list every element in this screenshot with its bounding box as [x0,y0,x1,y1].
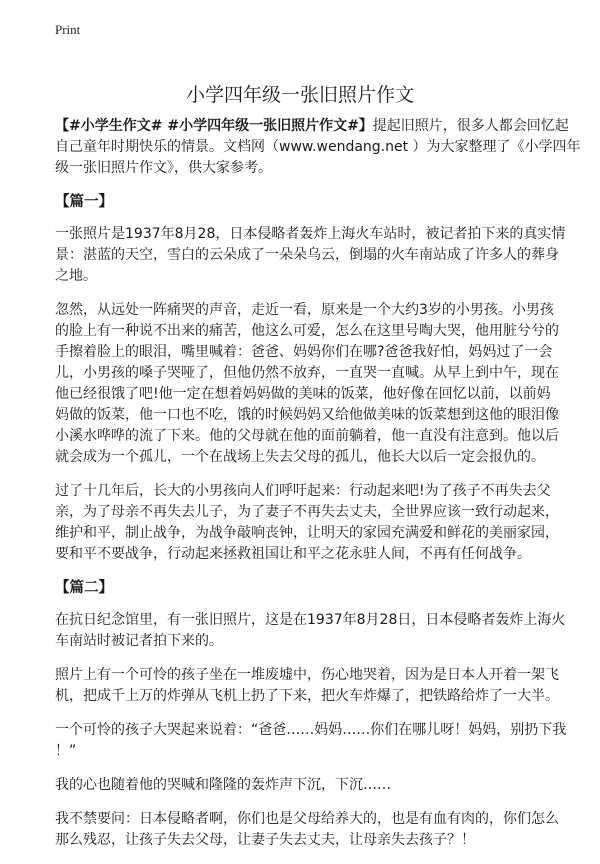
paragraph-line: 儿，小男孩的嗓子哭哑了，但他仍然不放弃，一直哭一直喊。从早上到中午，现在 [55,365,559,381]
intro-line [55,116,585,137]
sections [55,192,585,851]
paragraph [55,720,585,762]
paragraph-line: 我的心也随着他的哭喊和隆隆的轰炸声下沉，下沉…… [55,777,391,793]
paragraph-line: 要和平不要战争，行动起来拯救祖国让和平之花永驻人间，不再有任何战争。 [55,546,531,562]
section-heading: 【篇二】 [55,580,113,596]
paragraph-line: 一张照片是1937年8月28，日本侵略者轰炸上海火车站时，被记者拍下来的真实情 [55,226,566,242]
paragraph-line: 机，把成千上万的炸弹从飞机上扔了下来，把火车炸爆了，把铁路给炸了一大半。 [55,688,559,704]
intro-text: 提起旧照片，很多人都会回忆起 [372,118,569,134]
page-title: 小学四年级一张旧照片作文 [185,84,414,106]
paragraph-line: 过了十几年后，长大的小男孩向人们呼吁起来：行动起来吧!为了孩子不再失去父 [55,483,551,499]
paragraph-line: 我不禁要问：日本侵略者啊，你们也是父母给养大的，也是有血有肉的，你们怎么 [55,811,559,827]
paragraph-line: 忽然，从远处一阵痛哭的声音，走近一看，原来是一个大约3岁的小男孩。小男孩 [55,302,554,318]
article-tags: 【#小学生作文# #小学四年级一张旧照片作文#】 [55,118,373,134]
paragraph [55,481,585,565]
paragraph-line: 车南站时被记者拍下来的。 [55,633,223,649]
paragraph [55,610,585,652]
paragraph-line: 景：湛蓝的天空，雪白的云朵成了一朵朵乌云，倒塌的火车南站成了许多人的葬身 [55,247,559,263]
print-link[interactable]: Print [55,22,81,37]
paragraph [55,775,585,796]
paragraph-line: 一个可怜的孩子大哭起来说着：“爸爸……妈妈……你们在哪儿呀！妈妈，别扔下我 [55,722,567,738]
paragraph [55,665,585,707]
paragraph-line: 小溪水哗哗的流了下来。他的父母就在他的面前躺着，他一直没有注意到。他以后 [55,428,559,444]
intro-paragraph [55,116,585,179]
paragraph-line: 手擦着脸上的眼泪，嘴里喊着：爸爸、妈妈你们在哪?爸爸我好怕，妈妈过了一会 [55,344,553,360]
paragraph-line: 的脸上有一种说不出来的痛苦，他这么可爱，怎么在这里号啕大哭，他用脏兮兮的 [55,323,559,339]
paragraph-line: 亲，为了母亲不再失去儿子，为了妻子不再失去丈夫，全世界应该一致行动起来， [55,504,559,520]
intro-line: 级一张旧照片作文》，供大家参考。 [55,160,272,176]
paragraph-line: 他已经很饿了吧!他一定在想着妈妈做的美味的饭菜，他好像在回忆以前，以前妈 [55,386,551,402]
paragraph-line: 那么残忍，让孩子失去父母，让妻子失去丈夫，让母亲失去孩子？！ [55,832,475,848]
section-heading: 【篇一】 [55,194,113,210]
paragraph-line: 之地。 [55,268,97,284]
paragraph [55,224,585,287]
paragraph-line: 在抗日纪念馆里，有一张旧照片，这是在1937年8月28日，日本侵略者轰炸上海火 [55,612,566,628]
intro-line: 自己童年时期快乐的情景。文档网（www.wendang.net ）为大家整理了《小学四年 [55,139,581,155]
paragraph [55,809,585,851]
paragraph-line: 妈做的饭菜，他一口也不吃，饿的时候妈妈又给他做美味的饭菜想到这他的眼泪像 [55,407,559,423]
paragraph [55,300,585,468]
article-body [55,116,585,864]
paragraph-line: 就会成为一个孤儿，一个在战场上失去父母的孤儿，他长大以后一定会报仇的。 [55,449,545,465]
paragraph-line: 维护和平，制止战争，为战争敲响丧钟，让明天的家园充满爱和鲜花的美丽家园， [55,525,559,541]
paragraph-line: ！” [55,743,77,759]
paragraph-line: 照片上有一个可怜的孩子坐在一堆废墟中，伤心地哭着，因为是日本人开着一架飞 [55,667,559,683]
